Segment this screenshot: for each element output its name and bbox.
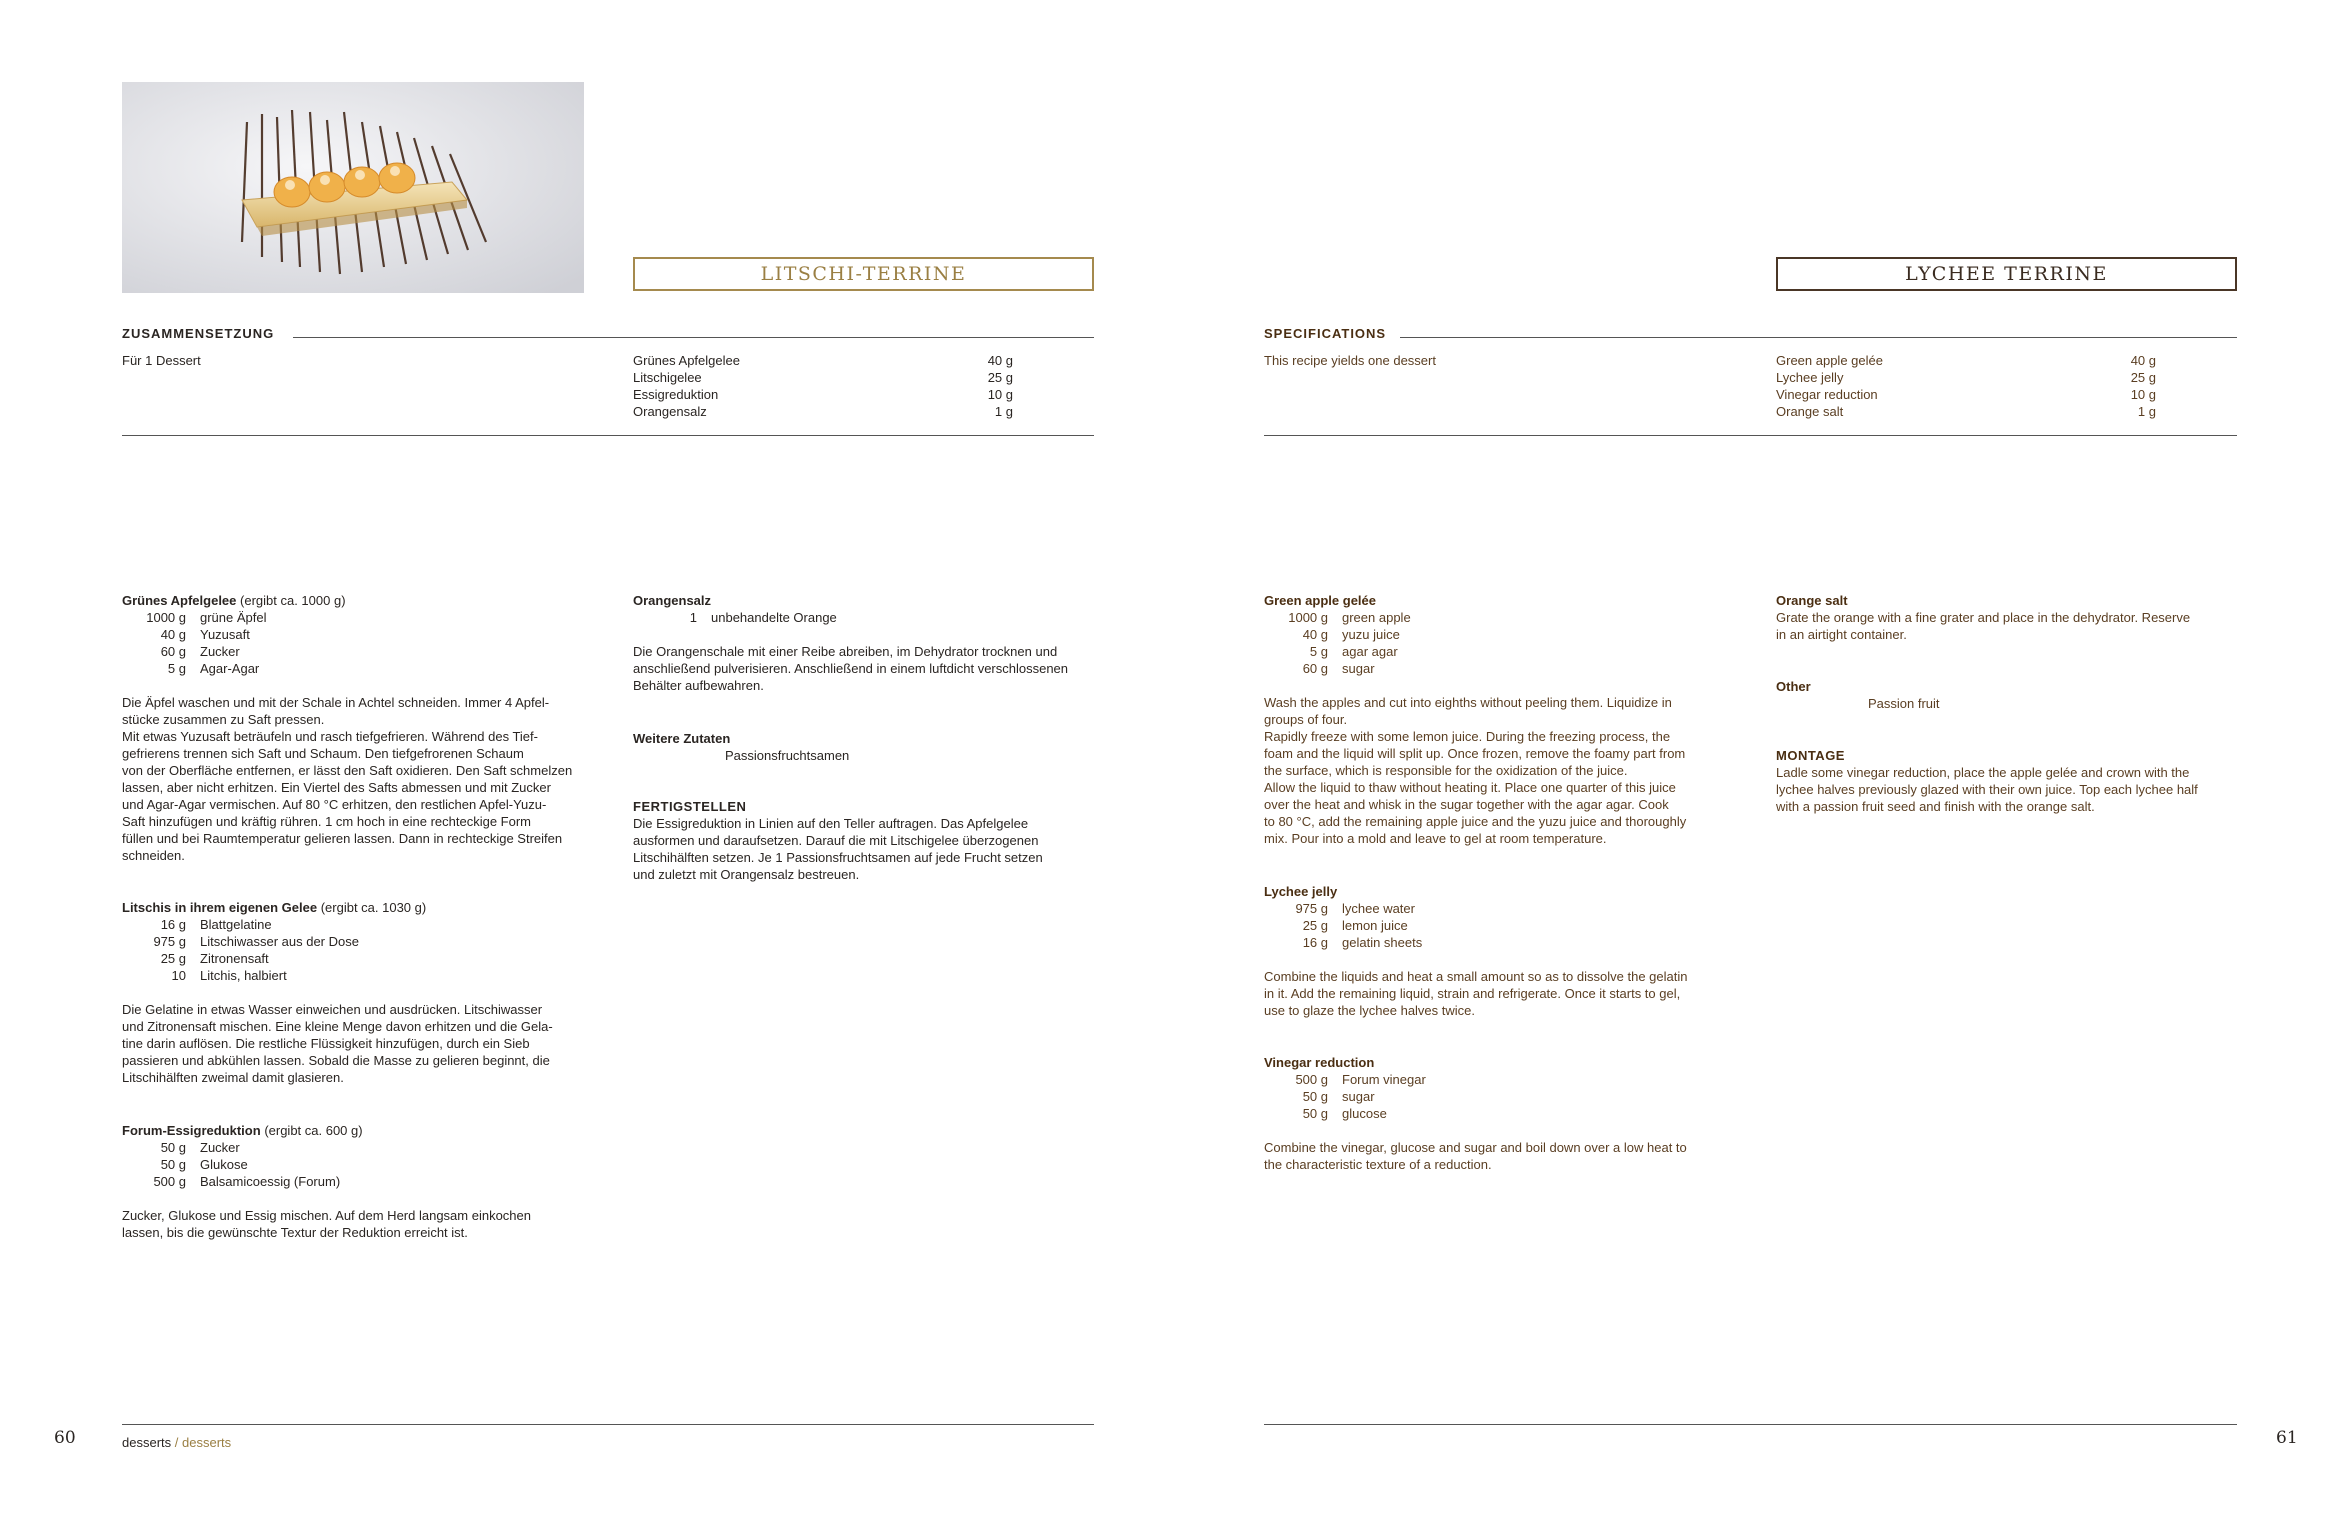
spec-row: Litschigelee 25 g	[633, 370, 1013, 385]
orange-section-en: Orange salt Grate the orange with a fine grater and place in the dehydrator. Reserve in an airtight container.	[1776, 593, 2191, 642]
page-number-right: 61	[2276, 1428, 2298, 1448]
recipe-title-en: LYCHEE TERRINE	[1776, 257, 2237, 291]
vinegar-section-de: Forum-Essigreduktion (ergibt ca. 600 g) 50 g Zucker 50 g Glukose 500 g Balsamicoessig (Forum) Zucker, Glukose und Essig mischen. Auf dem Herd langsam einkochen lassen, bis die gewünschte Textur der Reduktion erreicht ist.	[122, 1123, 531, 1240]
spec-heading-de: ZUSAMMENSETZUNG	[122, 326, 275, 341]
spec-heading-en: SPECIFICATIONS	[1264, 326, 1387, 341]
orange-section-de: Orangensalz 1 unbehandelte Orange Die Orangenschale mit einer Reibe abreiben, im Dehydrator trocknen und anschließend pulverisieren. Anschließend in einem luftdicht verschlossenen Behälter aufbewahren.	[633, 593, 1069, 693]
section-title: Grünes Apfelgelee	[122, 593, 237, 608]
spec-row: Vinegar reduction 10 g	[1776, 387, 2156, 402]
footer-rule-right	[1264, 1424, 2237, 1425]
other-section-en: Other Passion fruit	[1776, 679, 1940, 711]
spec-bottom-rule	[1264, 435, 2237, 436]
recipe-title-de: LITSCHI-TERRINE	[633, 257, 1094, 291]
footer-rule-left	[122, 1424, 1094, 1425]
yield-de: Für 1 Dessert	[122, 353, 201, 368]
yield-en: This recipe yields one dessert	[1264, 353, 1436, 368]
apple-section-en: Green apple gelée 1000 g green apple 40 g yuzu juice 5 g agar agar 60 g sugar Wash the apples and cut into eighths without peeling them. Liquidize in groups of four. Rapidly freeze with some lemon juice. During the freezing process, the foam and the liquid will split up. Once frozen, remove the foamy part from the surface, which is responsible for the oxidization of the juice. Allow the liquid to thaw without heating it. Place one quarter of this juice over the heat and whisk in the sugar together with the agar agar. Cook to 80 °C, add the remaining apple juice and the yuzu juice and thoroughly mix. Pour into a mold and leave to gel at room temperature.	[1264, 593, 1687, 846]
apple-section-de: Grünes Apfelgelee (ergibt ca. 1000 g) 1000 g grüne Äpfel 40 g Yuzusaft 60 g Zucker 5 g Agar-Agar Die Äpfel waschen und mit der Schale in Achtel schneiden. Immer 4 Apfel- stücke zusammen zu Saft pressen. Mit etwas Yuzusaft beträufeln und rasch tiefgefrieren. Während des Tief- gefrierens trennen sich Saft und Schaum. Den tiefgefrorenen Schaum von der Oberfläche entfernen, er lässt den Saft oxidieren. Den Saft schmelzen lassen, aber nicht erhitzen. Ein Viertel des Safts abmessen und mit Zucker und Agar-Agar vermischen. Auf 80 °C erhitzen, den restlichen Apfel-Yuzu- Saft hinzufügen und kräftig rühren. 1 cm hoch in eine rechteckige Form füllen und bei Raumtemperatur gelieren lassen. Dann in rechteckige Streifen schneiden.	[122, 593, 573, 863]
montage-section-en: MONTAGE Ladle some vinegar reduction, place the apple gelée and crown with the lychee halves previously glazed with their own juice. Top each lychee half with a passion fruit seed and finish with the orange salt.	[1776, 748, 2198, 814]
lychee-section-en: Lychee jelly 975 g lychee water 25 g lemon juice 16 g gelatin sheets Combine the liquids and heat a small amount so as to dissolve the gelatin in it. Add the remaining liquid, strain and refrigerate. Once it starts to gel, use to glaze the lychee halves twice.	[1264, 884, 1688, 1018]
spec-bottom-rule	[122, 435, 1094, 436]
spec-heading-rule	[1400, 337, 2237, 338]
vinegar-section-en: Vinegar reduction 500 g Forum vinegar 50 g sugar 50 g glucose Combine the vinegar, glucose and sugar and boil down over a low heat to the characteristic texture of a reduction.	[1264, 1055, 1687, 1172]
spec-heading-rule	[293, 337, 1094, 338]
other-section-de: Weitere Zutaten Passionsfruchtsamen	[633, 731, 850, 763]
spec-row: Orangensalz 1 g	[633, 404, 1013, 419]
footer-section: desserts / desserts	[122, 1435, 232, 1450]
spec-list-en	[1776, 352, 2156, 420]
spec-row: Lychee jelly 25 g	[1776, 370, 2156, 385]
finish-section-de: FERTIGSTELLEN Die Essigreduktion in Linien auf den Teller auftragen. Das Apfelgelee ausformen und daraufsetzen. Darauf die mit Litschigelee überzogenen Litschihälften setzen. Je 1 Passionsfruchtsamen auf jede Frucht setzen und zuletzt mit Orangensalz bestreuen.	[633, 799, 1043, 882]
spec-row: Green apple gelée 40 g	[1776, 353, 2156, 368]
lychee-section-de: Litschis in ihrem eigenen Gelee (ergibt ca. 1030 g) 16 g Blattgelatine 975 g Litschiwasser aus der Dose 25 g Zitronensaft 10 Litchis, halbiert Die Gelatine in etwas Wasser einweichen und ausdrücken. Litschiwasser und Zitronensaft mischen. Eine kleine Menge davon erhitzen und die Gela- tine darin auflösen. Die restliche Flüssigkeit hinzufügen, durch ein Sieb passieren und abkühlen lassen. Sobald die Masse zu gelieren beginnt, die Litschihälften zweimal damit glasieren.	[122, 900, 553, 1085]
spec-row: Essigreduktion 10 g	[633, 387, 1013, 402]
dessert-photo	[122, 82, 584, 293]
spec-row: Orange salt 1 g	[1776, 404, 2156, 419]
spec-row: Grünes Apfelgelee 40 g	[633, 353, 1013, 368]
dessert-photo-image	[122, 82, 584, 293]
page-number-left: 60	[54, 1428, 76, 1448]
spec-list-de	[633, 352, 1013, 420]
